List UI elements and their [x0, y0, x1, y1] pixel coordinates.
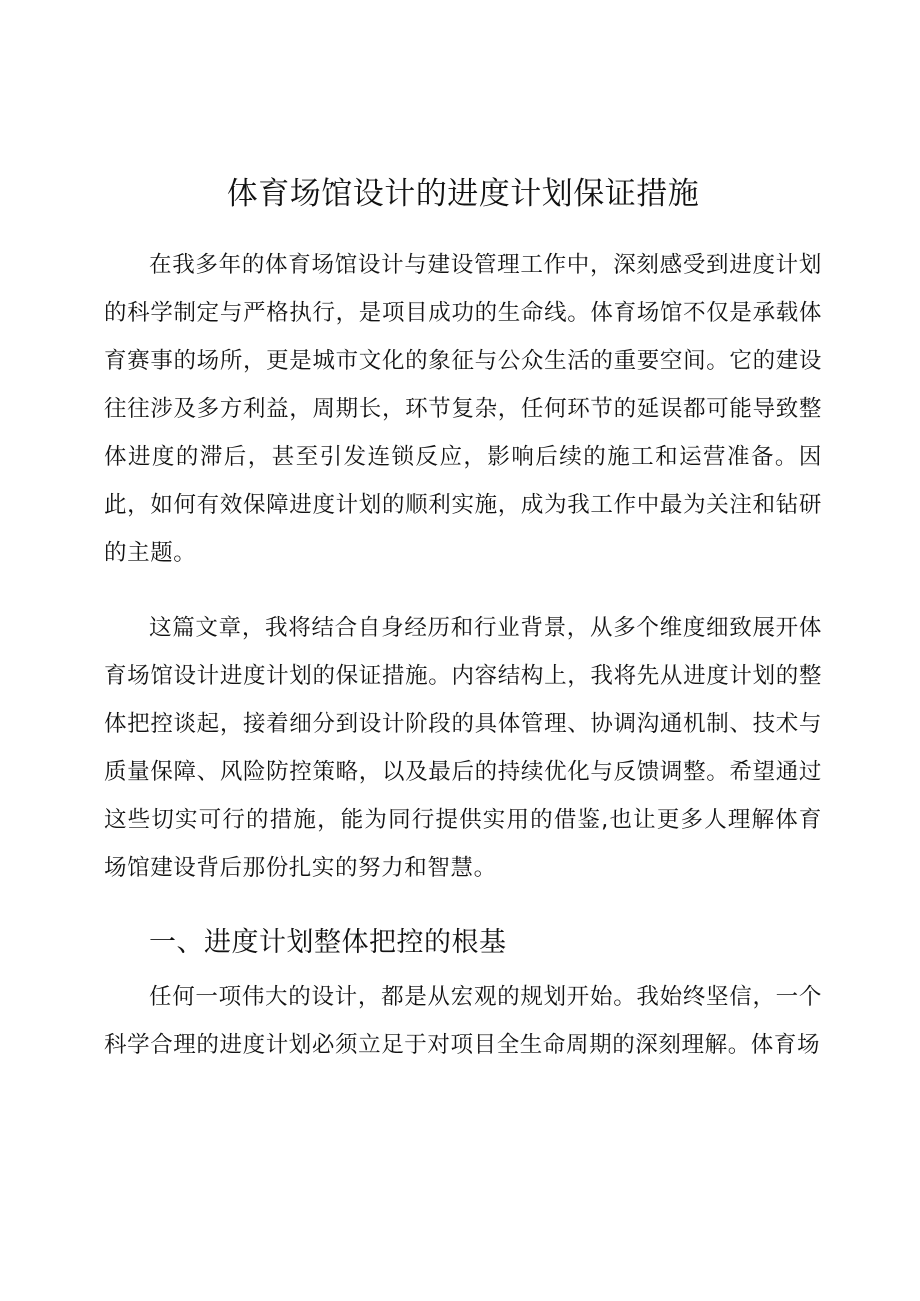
paragraph-spacer — [104, 577, 822, 604]
paragraph-spacer — [104, 892, 822, 919]
intro-paragraph-1: 在我多年的体育场馆设计与建设管理工作中，深刻感受到进度计划的科学制定与严格执行，是项目成功的生命线。体育场馆不仅是承载体育赛事的场所，更是城市文化的象征与公众生活的重要空间。它的建设往往涉及多方利益，周期长，环节复杂，任何环节的延误都可能导致整体进度的滞后，甚至引发连锁反应，影响后续的施工和运营准备。因此，如何有效保障进度计划的顺利实施，成为我工作中最为关注和钻研的主题。 — [104, 252, 822, 566]
intro-paragraph-2: 这篇文章，我将结合自身经历和行业背景，从多个维度细致展开体育场馆设计进度计划的保证措施。内容结构上，我将先从进度计划的整体把控谈起，接着细分到设计阶段的具体管理、协调沟通机制、技术与质量保障、风险防控策略，以及最后的持续优化与反馈调整。希望通过这些切实可行的措施，能为同行提供实用的借鉴,也让更多人理解体育场馆建设背后那份扎实的努力和智慧。 — [104, 615, 822, 881]
section-1-paragraph: 任何一项伟大的设计，都是从宏观的规划开始。我始终坚信，一个科学合理的进度计划必须立足于对项目全生命周期的深刻理解。体育场 — [104, 984, 822, 1058]
section-heading-1: 一、进度计划整体把控的根基 — [149, 927, 507, 958]
document-title: 体育场馆设计的进度计划保证措施 — [226, 176, 700, 212]
document-body — [104, 170, 822, 1069]
